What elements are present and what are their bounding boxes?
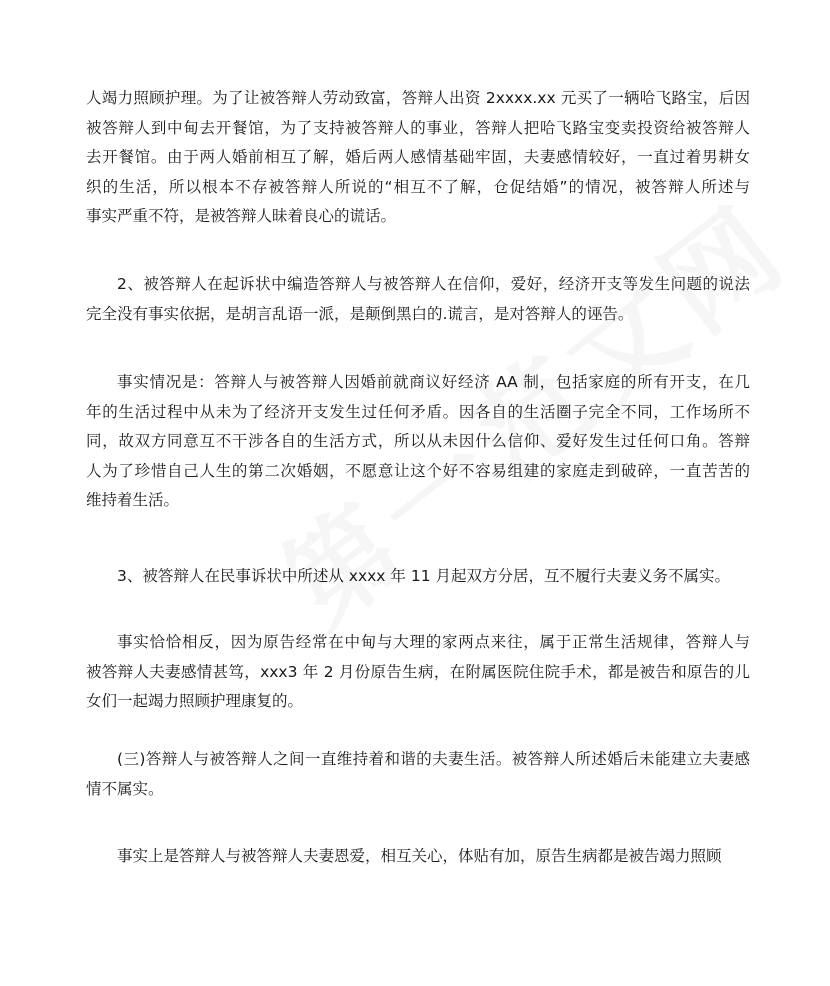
text-line: 去开餐馆。由于两人婚前相互了解，婚后两人感情基础牢固，夫妻感情较好，一直过着男耕女 (86, 148, 750, 166)
text-line: 事实情况是：答辩人与被答辩人因婚前就商议好经济 AA 制，包括家庭的所有开支，在几 (117, 373, 750, 391)
text-line: 情不属实。 (86, 779, 164, 798)
text-line: 维持着生活。 (86, 491, 180, 509)
text-line: 同，故双方同意互不干涉各自的生活方式，所以从未因什么信仰、爱好发生过任何口角。答辩 (86, 432, 750, 450)
text-line: 人竭力照顾护理。为了让被答辩人劳动致富，答辩人出资 2xxxx.xx 元买了一辆哈飞路宝，后因 (86, 89, 750, 107)
text-line: 事实恰恰相反，因为原告经常在中甸与大理的家两点来往，属于正常生活规律，答辩人与 (117, 633, 750, 651)
text-line: 被答辩人到中甸去开餐馆，为了支持被答辩人的事业，答辩人把哈飞路宝变卖投资给被答辩人 (86, 118, 750, 137)
text-line: 事实严重不符，是被答辩人昧着良心的谎话。 (86, 207, 397, 225)
paragraph-6 (86, 745, 750, 804)
text-line: 女们一起竭力照顾护理康复的。 (86, 692, 304, 710)
text-line: 被答辩人夫妻感情甚笃，xxx3 年 2 月份原告生病，在附属医院住院手术，都是被告和原告的儿 (86, 662, 750, 681)
text-line: 事实上是答辩人与被答辩人夫妻恩爱，相互关心，体贴有加，原告生病都是被告竭力照顾 (117, 847, 722, 865)
paragraph-1 (86, 84, 750, 232)
text-line: 完全没有事实依据，是胡言乱语一派，是颠倒黑白的.谎言，是对答辩人的诬告。 (86, 304, 634, 323)
text-line: 2、被答辩人在起诉状中编造答辩人与被答辩人在信仰，爱好，经济开支等发生问题的说法 (117, 275, 750, 293)
paragraph-4 (86, 562, 750, 592)
text-line: 3、被答辩人在民事诉状中所述从 xxxx 年 11 月起双方分居，互不履行夫妻义务不属实。 (117, 567, 730, 585)
text-line: 年的生活过程中从未为了经济开支发生过任何矛盾。因各自的生活圈子完全不同，工作场所不 (86, 402, 750, 421)
paragraph-5 (86, 628, 750, 717)
paragraph-2 (86, 270, 750, 329)
text-line: (三)答辩人与被答辩人之间一直维持着和谐的夫妻生活。被答辩人所述婚后未能建立夫妻感 (117, 750, 750, 768)
text-line: 织的生活，所以根本不存被答辩人所说的“相互不了解，仓促结婚”的情况，被答辩人所述与 (86, 177, 750, 196)
text-line: 人为了珍惜自己人生的第二次婚姻，不愿意让这个好不容易组建的家庭走到破碎，一直苦苦的 (86, 461, 750, 480)
paragraph-3 (86, 368, 750, 516)
paragraph-7 (86, 842, 750, 872)
